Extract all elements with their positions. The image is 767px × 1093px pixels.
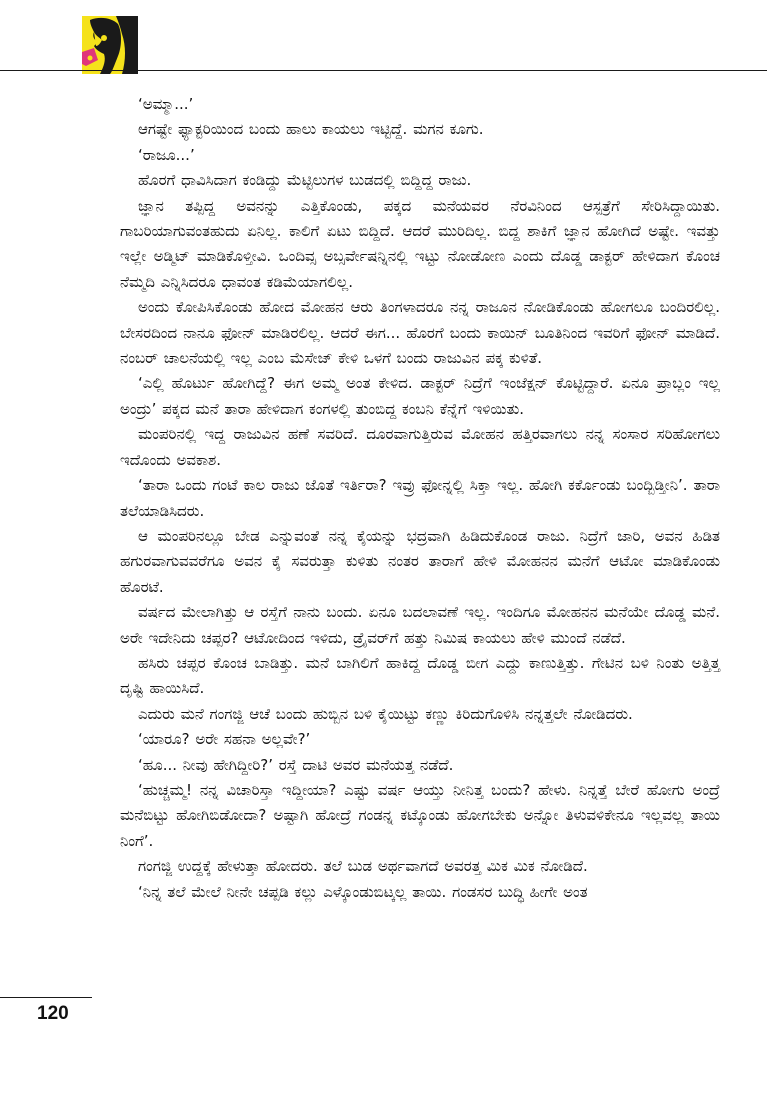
paragraph: ಹೊರಗೆ ಧಾವಿಸಿದಾಗ ಕಂಡಿದ್ದು ಮೆಟ್ಟಿಲುಗಳ ಬುಡದಲ್ಲಿ ಬಿದ್ದಿದ್ದ ರಾಜು. — [138, 171, 472, 190]
paragraph: ‘ರಾಜೂ...’ — [138, 145, 195, 164]
paragraph: ಮಂಪರಿನಲ್ಲಿ ಇದ್ದ ರಾಜುವಿನ ಹಣೆ ಸವರಿದೆ. ದೂರವಾಗುತ್ತಿರುವ ಮೋಹನ ಹತ್ತಿರವಾಗಲು ನನ್ನ ಸಂಸಾರ ಸರಿಹೋಗಲು ಇದೊಂದು ಅವಕಾಶ. — [120, 425, 720, 469]
page-number: 120 — [37, 1003, 69, 1024]
magazine-logo — [82, 16, 138, 74]
paragraph: ವರ್ಷದ ಮೇಲಾಗಿತ್ತು ಆ ರಸ್ತೆಗೆ ನಾನು ಬಂದು. ಏನೂ ಬದಲಾವಣೆ ಇಲ್ಲ. ಇಂದಿಗೂ ಮೋಹನನ ಮನೆಯೇ ದೊಡ್ಡ ಮನೆ. ಅರೇ ಇದೇನಿದು ಚಪ್ಪರ? ಆಟೋದಿಂದ ಇಳಿದು, ಡ್ರೈವರ್‌ಗೆ ಹತ್ತು ನಿಮಿಷ ಕಾಯಲು ಹೇಳಿ ಮುಂದೆ ನಡೆದೆ. — [120, 603, 720, 647]
woman-face-profile-icon — [82, 16, 138, 74]
paragraph: ಜ್ಞಾನ ತಪ್ಪಿದ್ದ ಅವನನ್ನು ಎತ್ತಿಕೊಂಡು, ಪಕ್ಕದ ಮನೆಯವರ ನೆರವಿನಿಂದ ಆಸ್ಪತ್ರೆಗೆ ಸೇರಿಸಿದ್ದಾಯಿತು. ಗಾಬರಿಯಾಗುವಂತಹುದು ಏನಿಲ್ಲ. ಕಾಲಿಗೆ ಏಟು ಬಿದ್ದಿದೆ. ಆದರೆ ಮುರಿದಿಲ್ಲ. ಬಿದ್ದ ಶಾಕಿಗೆ ಜ್ಞಾನ ಹೋಗಿದೆ ಅಷ್ಟೇ. ಇವತ್ತು ಇಲ್ಲೇ ಅಡ್ಮಿಟ್ ಮಾಡಿಕೊಳ್ತೀವಿ. ಒಂದಿವ್ಸ ಅಬ್ಸರ್ವೇಷನ್ನಿನಲ್ಲಿ ಇಟ್ಟು ನೋಡೋಣ ಎಂದು ದೊಡ್ಡ ಡಾಕ್ಟರ್ ಹೇಳಿದಾಗ ಕೊಂಚ ನೆಮ್ಮದಿ ಎನ್ನಿಸಿದರೂ ಧಾವಂತ ಕಡಿಮೆಯಾಗಲಿಲ್ಲ. — [120, 196, 720, 291]
paragraph: ಅಂದು ಕೋಪಿಸಿಕೊಂಡು ಹೋದ ಮೋಹನ ಆರು ತಿಂಗಳಾದರೂ ನನ್ನ ರಾಜೂನ ನೋಡಿಕೊಂಡು ಹೋಗಲೂ ಬಂದಿರಲಿಲ್ಲ. ಬೇಸರದಿಂದ ನಾನೂ ಫೋನ್ ಮಾಡಿರಲಿಲ್ಲ. ಆದರೆ ಈಗ... ಹೊರಗೆ ಬಂದು ಕಾಯಿನ್ ಬೂತಿನಿಂದ ಇವರಿಗೆ ಫೋನ್ ಮಾಡಿದೆ. ನಂಬರ್ ಚಾಲನೆಯಲ್ಲಿ ಇಲ್ಲ ಎಂಬ ಮೆಸೇಜ್ ಕೇಳಿ ಒಳಗೆ ಬಂದು ರಾಜುವಿನ ಪಕ್ಕ ಕುಳಿತೆ. — [120, 298, 720, 368]
paragraph: ‘ನಿನ್ನ ತಲೆ ಮೇಲೆ ನೀನೇ ಚಪ್ಪಡಿ ಕಲ್ಲು ಎಳ್ಕೊಂಡುಬಿಟ್ಕಲ್ಲ ತಾಯಿ. ಗಂಡಸರ ಬುದ್ಧಿ ಹೀಗೇ ಅಂತ — [138, 882, 588, 901]
paragraph: ‘ಯಾರೂ? ಅರೇ ಸಹನಾ ಅಲ್ಲವೇ?’ — [138, 730, 311, 749]
header-rule — [0, 70, 767, 71]
paragraph: ಆಗಷ್ಟೇ ಫ್ಯಾಕ್ಟರಿಯಿಂದ ಬಂದು ಹಾಲು ಕಾಯಲು ಇಟ್ಟಿದ್ದೆ. ಮಗನ ಕೂಗು. — [138, 120, 484, 139]
footer-rule — [0, 997, 92, 998]
paragraph: ಆ ಮಂಪರಿನಲ್ಲೂ ಬೇಡ ಎನ್ನುವಂತೆ ನನ್ನ ಕೈಯನ್ನು ಭದ್ರವಾಗಿ ಹಿಡಿದುಕೊಂಡ ರಾಜು. ನಿದ್ರೆಗೆ ಜಾರಿ, ಅವನ ಹಿಡಿತ ಹಗುರವಾಗುವವರೆಗೂ ಅವನ ಕೈ ಸವರುತ್ತಾ ಕುಳಿತು ನಂತರ ತಾರಾಗೆ ಹೇಳಿ ಮೋಹನನ ಮನೆಗೆ ಆಟೋ ಮಾಡಿಕೊಂಡು ಹೊರಟೆ. — [120, 526, 720, 596]
paragraph: ಗಂಗಜ್ಜಿ ಉದ್ದಕ್ಕೆ ಹೇಳುತ್ತಾ ಹೋದರು. ತಲೆ ಬುಡ ಅರ್ಥವಾಗದೆ ಅವರತ್ತ ಮಿಕ ಮಿಕ ನೋಡಿದೆ. — [138, 857, 588, 876]
paragraph: ‘ಅಮ್ಮಾ...’ — [138, 95, 194, 113]
article-body — [120, 92, 720, 905]
paragraph: ಎದುರು ಮನೆ ಗಂಗಜ್ಜಿ ಆಚೆ ಬಂದು ಹುಬ್ಬಿನ ಬಳಿ ಕೈಯಿಟ್ಟು ಕಣ್ಣು ಕಿರಿದುಗೊಳಿಸಿ ನನ್ನತ್ತಲೇ ನೋಡಿದರು. — [138, 704, 633, 723]
paragraph: ‘ಹೂ... ನೀವು ಹೇಗಿದ್ದೀರಿ?’ ರಸ್ತೆ ದಾಟಿ ಅವರ ಮನೆಯತ್ತ ನಡೆದೆ. — [138, 755, 454, 774]
paragraph: ‘ಎಲ್ಲಿ ಹೊರ್ಟು ಹೋಗಿದ್ದೆ? ಈಗ ಅಮ್ಮ ಅಂತ ಕೇಳಿದ. ಡಾಕ್ಟರ್ ನಿದ್ರೆಗೆ ಇಂಜೆಕ್ಷನ್ ಕೊಟ್ಟಿದ್ದಾರೆ. ಏನೂ ಪ್ರಾಬ್ಲಂ ಇಲ್ಲ ಅಂದ್ರು’ ಪಕ್ಕದ ಮನೆ ತಾರಾ ಹೇಳಿದಾಗ ಕಂಗಳಲ್ಲಿ ತುಂಬಿದ್ದ ಕಂಬನಿ ಕೆನ್ನೆಗೆ ಇಳಿಯಿತು. — [120, 374, 720, 418]
paragraph: ಹಸಿರು ಚಪ್ಪರ ಕೊಂಚ ಬಾಡಿತ್ತು. ಮನೆ ಬಾಗಿಲಿಗೆ ಹಾಕಿದ್ದ ದೊಡ್ಡ ಬೀಗ ಎದ್ದು ಕಾಣುತ್ತಿತ್ತು. ಗೇಟಿನ ಬಳಿ ನಿಂತು ಅತ್ತಿತ್ತ ದೃಷ್ಟಿ ಹಾಯಿಸಿದೆ. — [120, 653, 720, 698]
paragraph: ‘ತಾರಾ ಒಂದು ಗಂಟೆ ಕಾಲ ರಾಜು ಜೊತೆ ಇರ್ತಿರಾ? ಇವ್ರು ಫೋನ್ನಲ್ಲಿ ಸಿಕ್ತಾ ಇಲ್ಲ. ಹೋಗಿ ಕರ್ಕೊಂಡು ಬಂದ್ಬಿಡ್ತೀನಿ’. ತಾರಾ ತಲೆಯಾಡಿಸಿದರು. — [120, 476, 720, 520]
paragraph: ‘ಹುಚ್ಚಮ್ಮ! ನನ್ನ ವಿಚಾರಿಸ್ತಾ ಇದ್ದೀಯಾ? ಎಷ್ಟು ವರ್ಷ ಆಯ್ತು ನೀನಿತ್ತ ಬಂದು? ಹೇಳು. ನಿನ್ನತ್ತೆ ಬೇರೆ ಹೋಗು ಅಂದ್ರೆ ಮನೆಬಿಟ್ಟು ಹೋಗಿಬಿಡೋದಾ? ಅಷ್ಟಾಗಿ ಹೋದ್ರೆ ಗಂಡನ್ನ ಕಟ್ಕೊಂಡು ಹೋಗಬೇಕು ಅನ್ನೋ ತಿಳುವಳಿಕೇನೂ ಇಲ್ಲವಲ್ಲ ತಾಯಿ ನಿಂಗೆ’. — [120, 780, 720, 850]
